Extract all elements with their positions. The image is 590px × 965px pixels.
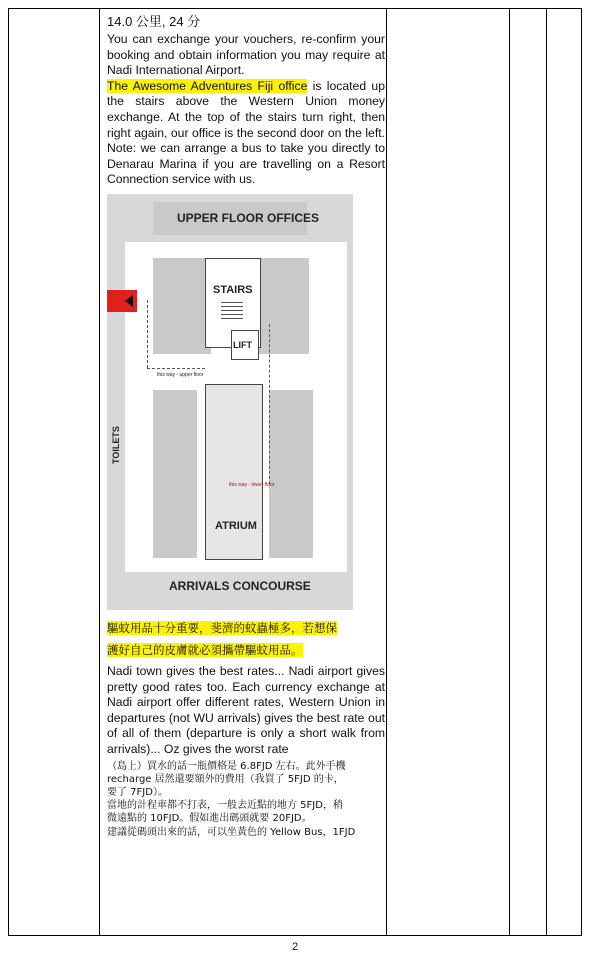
- stair-steps: [221, 300, 243, 322]
- zh-note-line: 微遠點的 10FJD。假如進出碼頭就要 20FJD。: [107, 813, 312, 825]
- office-paragraph: [107, 79, 385, 188]
- zh-note-line: 建議從碼頭出來的話，可以坐黃色的 Yellow Bus，1FJD: [107, 826, 356, 838]
- document-table: [8, 8, 582, 936]
- office-directions: is located up the stairs above the Western Union money exchange. At the top of the stairs turn right, then right again, our office is the second door on the left. Note: we can arrange a bus to take you directly to Denarau Marina if you are travelling on a Resort Connection service with us.: [107, 78, 385, 187]
- column-divider: [99, 9, 100, 935]
- column-divider: [386, 9, 387, 935]
- atrium-box: [205, 384, 263, 560]
- mosquito-warning: [107, 618, 385, 638]
- lower-path-note: this way - lower floor: [229, 481, 275, 488]
- arrivals-label: ARRIVALS CONCOURSE: [169, 578, 311, 593]
- lift-label: LIFT: [233, 339, 252, 350]
- room-block: [153, 258, 211, 354]
- column-divider: [546, 9, 547, 935]
- content-cell: [107, 11, 385, 839]
- intro-paragraph: You can exchange your vouchers, re-confirm your booking and obtain information you may require at Nadi International Airport.: [107, 32, 385, 78]
- path-line: [147, 368, 205, 369]
- zh-note-line: 當地的計程車都不打表，一般去近點的地方 5FJD，稍: [107, 800, 343, 812]
- stairs-label: STAIRS: [213, 283, 253, 296]
- zh-highlight-line: 驅蚊用品十分重要，斐濟的蚊蟲極多，若想保: [107, 620, 337, 635]
- path-line: [147, 300, 148, 368]
- red-route: [269, 324, 270, 484]
- upper-floor-label: UPPER FLOOR OFFICES: [177, 210, 320, 225]
- zh-note-line: recharge 居然還要額外的費用（我買了 5FJD 的卡，: [107, 773, 344, 785]
- currency-paragraph: Nadi town gives the best rates... Nadi airport gives pretty good rates too. Each currency exchange at Nadi airport offer different rates, Western Union in departures (not WU arrivals) gives the best rate out of all of them (departure is only a short walk from arrivals)... Oz gives the worst rate: [107, 663, 385, 756]
- upper-path-note: this way - upper floor: [157, 371, 204, 378]
- room-block: [269, 390, 313, 558]
- zh-notes: [107, 760, 385, 839]
- page-number: 2: [291, 941, 299, 953]
- airport-floor-map: [107, 194, 353, 610]
- distance-heading: 14.0 公里, 24 分: [107, 14, 201, 29]
- zh-highlight-line: 護好自己的皮膚就必須攜帶驅蚊用品。: [107, 642, 303, 657]
- room-block: [153, 390, 197, 558]
- zh-note-line: 要了 7FJD）。: [107, 786, 168, 798]
- arrow-left-icon: [125, 295, 133, 307]
- atrium-label: ATRIUM: [215, 519, 257, 532]
- column-divider: [509, 9, 510, 935]
- mosquito-warning-cont: [107, 640, 385, 660]
- toilets-label: TOILETS: [111, 426, 121, 464]
- zh-note-line: （島上）買水的話一瓶價格是 6.8FJD 左右。此外手機: [107, 760, 346, 772]
- office-highlight: The Awesome Adventures Fiji office: [107, 78, 308, 93]
